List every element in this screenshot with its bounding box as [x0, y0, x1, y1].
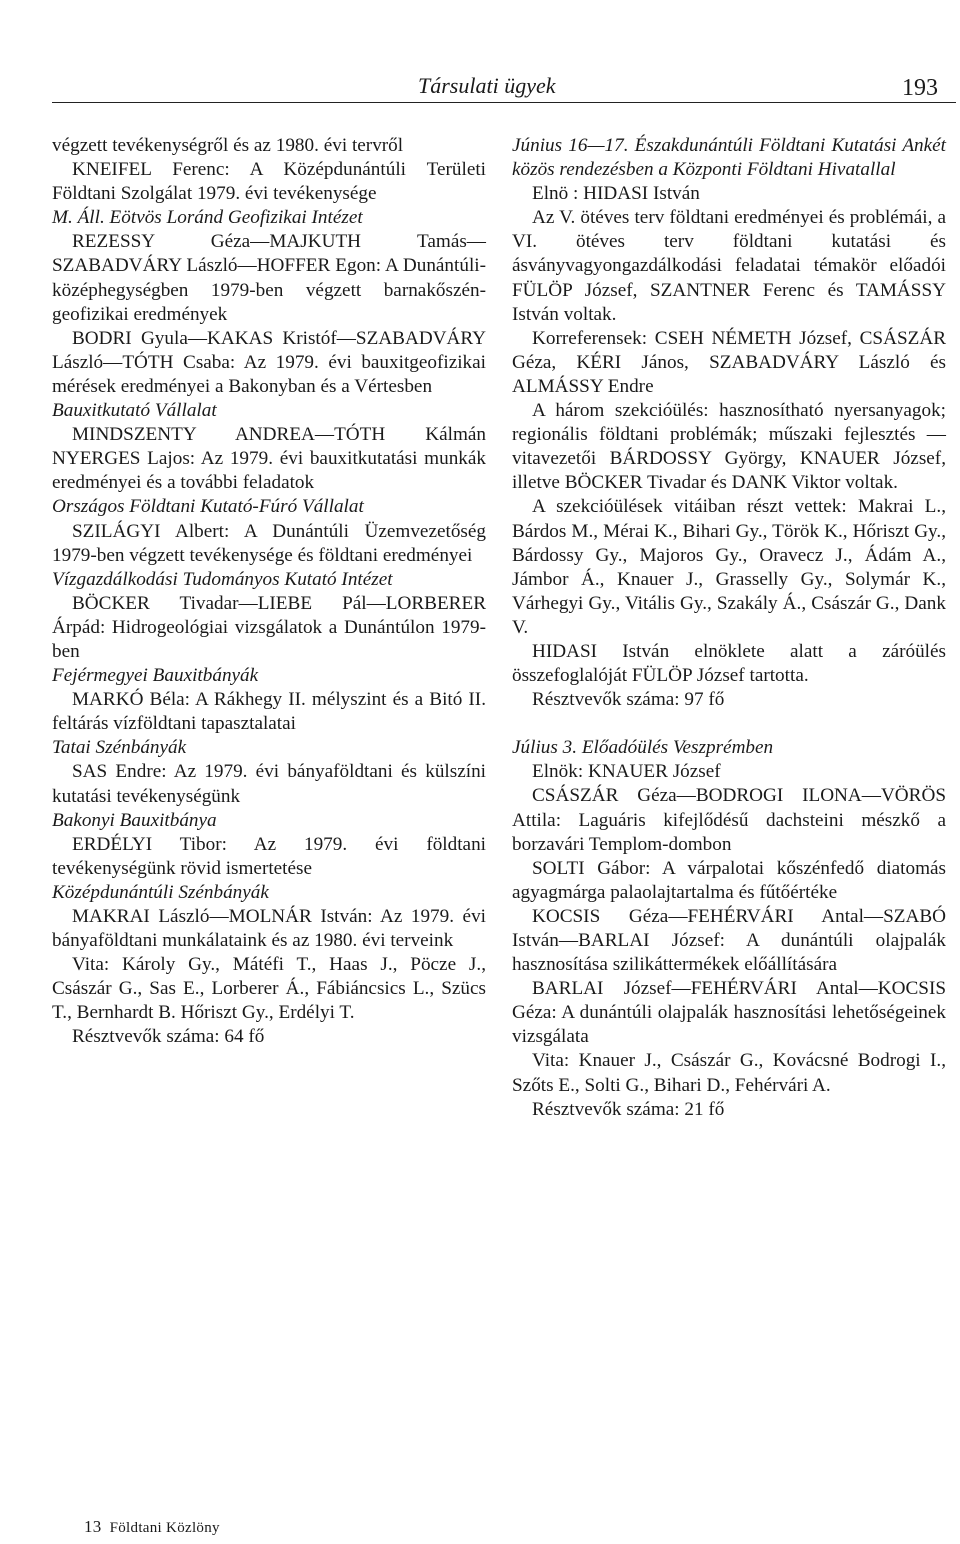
paragraph: végzett tevékenységről és az 1980. évi tervről	[52, 135, 404, 156]
attendance-count: Résztvevők száma: 21 fő	[532, 1098, 725, 1120]
paragraph: SZILÁGYI Albert: A Dunántúli Üzemvezetőség 1979-ben végzett tevékenysége és földtani eredményei	[52, 520, 486, 566]
attendance-count: Résztvevők száma: 97 fő	[532, 689, 725, 711]
page-number: 193	[902, 75, 938, 101]
section-heading: Vízgazdálkodási Tudományos Kutató Intézet	[52, 568, 393, 590]
section-heading: Középdunántúli Szénbányák	[52, 881, 269, 903]
paragraph: CSÁSZÁR Géza—BODROGI ILONA—VÖRÖS Attila: Laguáris kifejlődésű dachsteini mészkő a borzavári Templom-dombon	[512, 785, 946, 855]
paragraph: SAS Endre: Az 1979. évi bányaföldtani és külszíni kutatási tevékenységünk	[52, 761, 486, 807]
paragraph: BODRI Gyula—KAKAS Kristóf—SZABADVÁRY László—TÓTH Csaba: Az 1979. évi bauxitgeofizikai mérések eredményei a Bakonyban és a Vértesben	[52, 327, 486, 397]
section-heading: Fejérmegyei Bauxitbányák	[52, 665, 259, 687]
paragraph: MINDSZENTY ANDREA—TÓTH Kálmán NYERGES Lajos: Az 1979. évi bauxitkutatási munkák eredményei és a további feladatok	[52, 424, 486, 494]
section-heading: Tatai Szénbányák	[52, 737, 187, 759]
running-title: Társulati ügyek	[418, 73, 556, 98]
section-heading: Országos Földtani Kutató-Fúró Vállalat	[52, 496, 364, 518]
paragraph: MARKÓ Béla: A Rákhegy II. mélyszint és a Bitó II. feltárás vízföldtani tapasztalatai	[52, 689, 486, 735]
page-footer	[84, 1518, 220, 1537]
paragraph: REZESSY Géza—MAJKUTH Tamás—SZABADVÁRY László—HOFFER Egon: A Dunántúli-középhegységben 1979-ben végzett barnakőszén-geofizikai eredmények	[52, 231, 486, 325]
journal-name: Földtani Közlöny	[109, 1520, 220, 1536]
paragraph: BÖCKER Tivadar—LIEBE Pál—LORBERER Árpád: Hidrogeológiai vizsgálatok a Dunántúlon 1979-ben	[52, 592, 486, 662]
paragraph: BARLAI József—FEHÉRVÁRI Antal—KOCSIS Géza: A dunántúli olajpalák hasznosítási lehetőségeinek vizsgálata	[512, 978, 946, 1048]
left-column	[52, 134, 486, 1050]
paragraph: Elnö : HIDASI István	[532, 183, 700, 205]
section-heading: Június 16—17. Északdunántúli Földtani Kutatási Ankét közös rendezésben a Központi Földtani Hivatallal	[512, 135, 946, 181]
section-heading: Bauxitkutató Vállalat	[52, 400, 217, 422]
discussion-list: Vita: Knauer J., Császár G., Kovácsné Bodrogi I., Szőts E., Solti G., Bihari D., Fehérvári A.	[512, 1050, 946, 1096]
paragraph: KOCSIS Géza—FEHÉRVÁRI Antal—SZABÓ István—BARLAI József: A dunántúli olajpalák hasznosítása szilikáttermékek előállítására	[512, 905, 946, 976]
attendance-count: Résztvevők száma: 64 fő	[72, 1026, 265, 1048]
header-rule	[52, 102, 956, 103]
paragraph: MAKRAI László—MOLNÁR István: Az 1979. évi bányaföldtani munkálataink és az 1980. évi terveink	[52, 906, 486, 952]
paragraph: KNEIFEL Ferenc: A Középdunántúli Területi Földtani Szolgálat 1979. évi tevékenysége	[52, 159, 486, 205]
paragraph: SOLTI Gábor: A várpalotai kőszénfedő diatomás agyagmárga palaolajtartalma és fűtőértéke	[512, 857, 946, 903]
signature-mark: 13	[84, 1517, 102, 1536]
running-header	[0, 72, 960, 112]
section-heading: Július 3. Előadóülés Veszprémben	[512, 737, 774, 759]
paragraph: Elnök: KNAUER József	[532, 761, 721, 783]
section-heading: M. Áll. Eötvös Loránd Geofizikai Intézet	[52, 207, 363, 229]
right-column	[512, 134, 946, 1122]
discussion-list: Vita: Károly Gy., Mátéfi T., Haas J., Pöcze J., Császár G., Sas E., Lorberer Á., Fábiáncsics L., Szücs T., Bernhardt B. Hőriszt Gy., Erdélyi T.	[52, 954, 486, 1024]
paragraph: HIDASI István elnöklete alatt a záróülés összefoglalóját FÜLÖP József tartotta.	[512, 640, 946, 687]
paragraph: A szekcióülések vitáiban részt vettek: Makrai L., Bárdos M., Mérai K., Bihari Gy., Török K., Hőriszt Gy., Bárdossy Gy., Majoros Gy., Oravecz J., Ádám A., Jámbor Á., Knauer J., Grasselly Gy., Solymár K., Várhegyi Gy., Vitális Gy., Szakály Á., Császár G., Dank V.	[512, 496, 946, 638]
paragraph: Korreferensek: CSEH NÉMETH József, CSÁSZÁR Géza, KÉRI János, SZABADVÁRY László és ALMÁSSY Endre	[512, 327, 946, 397]
section-heading: Bakonyi Bauxitbánya	[52, 809, 217, 831]
paragraph: Az V. ötéves terv földtani eredményei és problémái, a VI. ötéves terv földtani kutatási és ásványvagyongazdálkodási feladatai témakör előadói FÜLÖP József, SZANTNER Ferenc és TAMÁSSY István voltak.	[512, 207, 946, 325]
paragraph: A három szekcióülés: hasznosítható nyersanyagok; regionális földtani problémák; műszaki fejlesztés — vitavezetői BÁRDOSSY György, KNAUER József, illetve BÖCKER Tivadar és DANK Viktor voltak.	[512, 400, 946, 494]
paragraph: ERDÉLYI Tibor: Az 1979. évi földtani tevékenységünk rövid ismertetése	[52, 833, 486, 879]
